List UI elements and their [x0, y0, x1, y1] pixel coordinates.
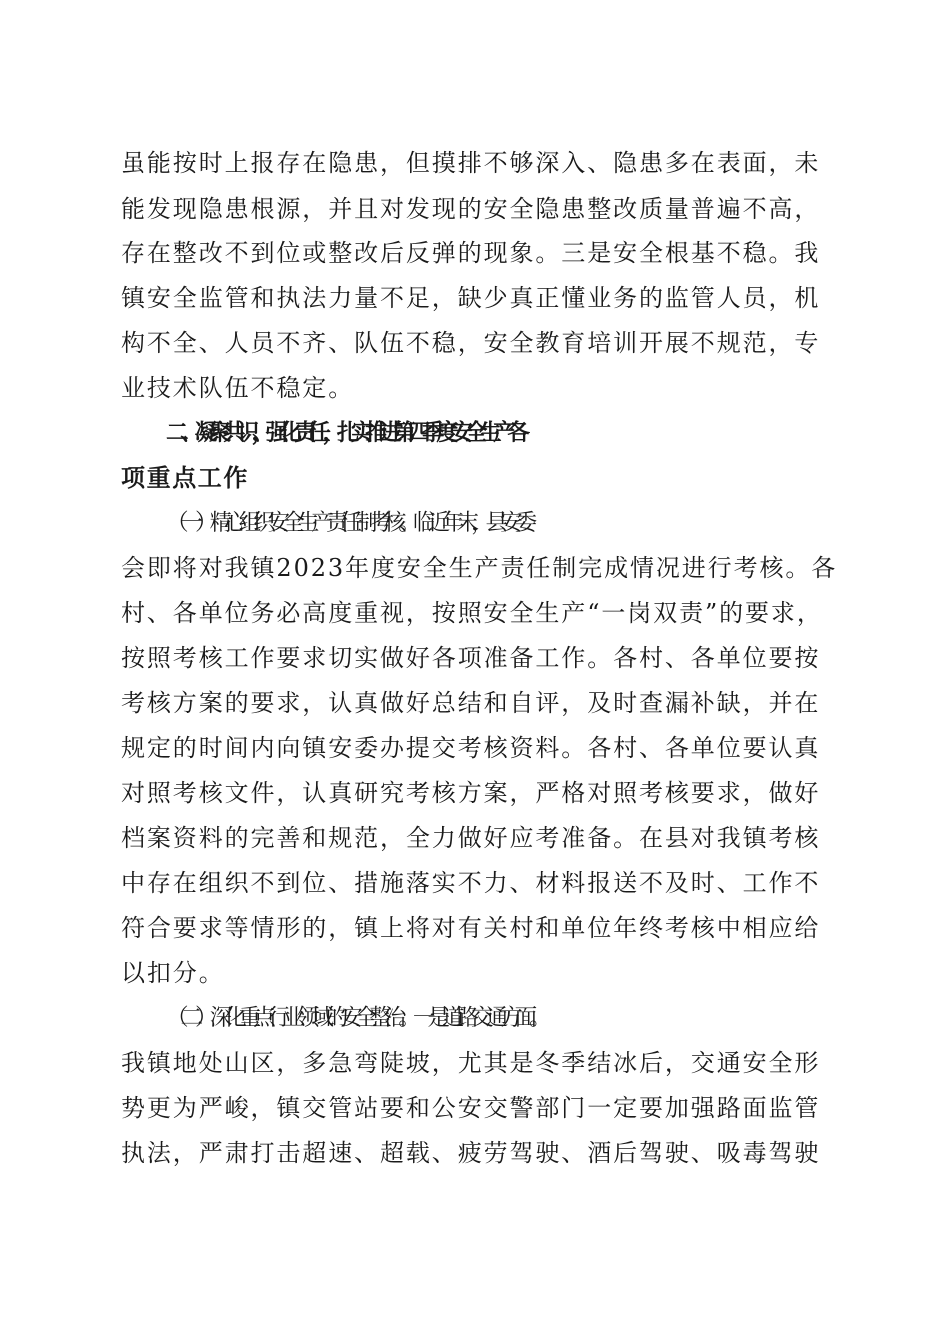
text-line: 符合要求等情形的，镇上将对有关村和单位年终考核中相应给 — [121, 914, 821, 942]
text-line: 虽能按时上报存在隐患，但摸排不够深入、隐患多在表面，未 — [121, 149, 821, 177]
section-heading-cont: 项重点工作 — [121, 464, 249, 492]
text-line: 能发现隐患根源，并且对发现的安全隐患整改质量普遍不高， — [121, 195, 821, 223]
text-line: 中存在组织不到位、措施落实不力、材料报送不及时、工作不 — [121, 869, 821, 897]
subsection-lead: （一）精心组织安全生产责任制考核。临近年末，县安委 — [166, 510, 530, 536]
subsection-lead: （二）深化重点行业领域的安全整治。一是道路交通方面。 — [166, 1005, 544, 1031]
text-line: 会即将对我镇2023年度安全生产责任制完成情况进行考核。各 — [121, 554, 838, 582]
text-line: 村、各单位务必高度重视，按照安全生产“一岗双责”的要求， — [121, 599, 823, 627]
text-line: 对照考核文件，认真研究考核方案，严格对照考核要求，做好 — [121, 779, 821, 807]
text-line: 规定的时间内向镇安委办提交考核资料。各村、各单位要认真 — [121, 734, 821, 762]
text-line: 档案资料的完善和规范，全力做好应考准备。在县对我镇考核 — [121, 824, 821, 852]
text-line: 执法，严肃打击超速、超载、疲劳驾驶、酒后驾驶、吸毒驾驶 — [121, 1139, 821, 1167]
text-line: 镇安全监管和执法力量不足，缺少真正懂业务的监管人员，机 — [121, 284, 821, 312]
text-line: 势更为严峻，镇交管站要和公安交警部门一定要加强路面监管 — [121, 1094, 821, 1122]
text-line: 存在整改不到位或整改后反弹的现象。三是安全根基不稳。我 — [121, 239, 821, 267]
section-heading: 二、凝聚共识，强化责任，扎实推进第四季度安全生产各 — [166, 420, 522, 446]
text-line: 按照考核工作要求切实做好各项准备工作。各村、各单位要按 — [121, 644, 821, 672]
text-line: 以扣分。 — [121, 959, 225, 987]
text-line: 我镇地处山区，多急弯陡坡，尤其是冬季结冰后，交通安全形 — [121, 1049, 821, 1077]
text-line: 考核方案的要求，认真做好总结和自评，及时查漏补缺，并在 — [121, 689, 821, 717]
text-line: 构不全、人员不齐、队伍不稳，安全教育培训开展不规范，专 — [121, 329, 821, 357]
text-line: 业技术队伍不稳定。 — [121, 374, 355, 402]
